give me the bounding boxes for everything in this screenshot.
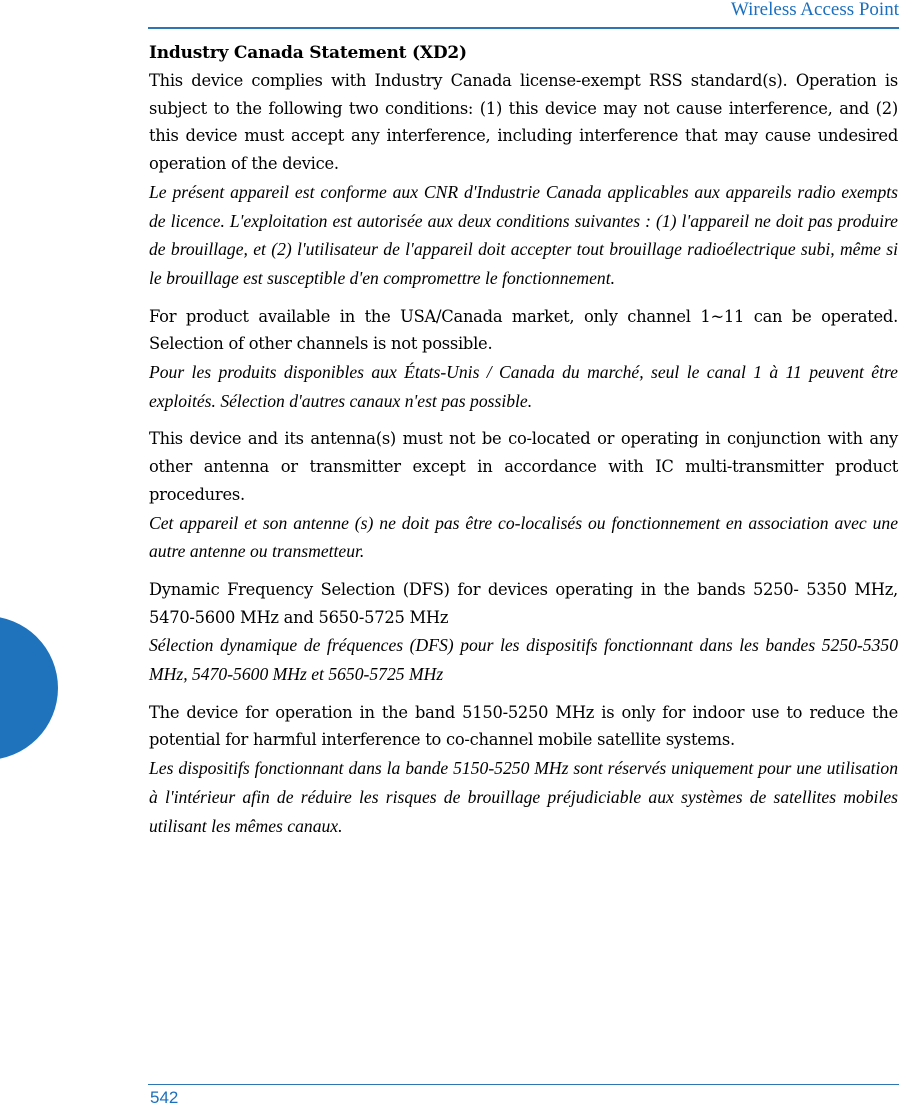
paragraph-fr-4: Sélection dynamique de fréquences (DFS) pour les dispositifs fonctionnant dans les bandes 5250-5350 MHz, 5470-5600 MHz et 5650-5725 MHz <box>149 635 898 685</box>
header-rule <box>148 27 899 29</box>
section-title: Industry Canada Statement (XD2) <box>149 43 467 63</box>
paragraph-en-1: This device complies with Industry Canada license-exempt RSS standard(s). Operation is subject to the following two conditions: (1) this device may not cause interference, and (2) this device must accept any interference, including interference that may cause undesired operation of the device. <box>149 71 898 174</box>
chapter-side-tab <box>0 616 58 760</box>
paragraph-en-3: This device and its antenna(s) must not be co-located or operating in conjunction with any other antenna or transmitter except in accordance with IC multi-transmitter product procedures. <box>149 429 898 504</box>
paragraph-fr-1: Le présent appareil est conforme aux CNR d'Industrie Canada applicables aux appareils radio exempts de licence. L'exploitation est autorisée aux deux conditions suivantes : (1) l'appareil ne doit pas produire de brouillage, et (2) l'utilisateur de l'appareil doit accepter tout brouillage radioélectrique subi, même si le brouillage est susceptible d'en compromettre le fonctionnement. <box>149 181 898 288</box>
page-number: 542 <box>150 1088 179 1107</box>
paragraph-fr-5: Les dispositifs fonctionnant dans la bande 5150-5250 MHz sont réservés uniquement pour une utilisation à l'intérieur afin de réduire les risques de brouillage préjudiciable aux systèmes de satellites mobiles utilisant les mêmes canaux. <box>149 758 898 836</box>
paragraph-fr-2: Pour les produits disponibles aux États-Unis / Canada du marché, seul le canal 1 à 11 peuvent être exploités. Sélection d'autres canaux n'est pas possible. <box>149 362 898 411</box>
header-title: Wireless Access Point <box>730 0 899 20</box>
page-content <box>149 40 898 840</box>
footer-rule <box>148 1084 899 1085</box>
paragraph-en-2: For product available in the USA/Canada market, only channel 1~11 can be operated. Selection of other channels is not possible. <box>149 306 898 354</box>
paragraph-en-4: Dynamic Frequency Selection (DFS) for devices operating in the bands 5250- 5350 MHz, 5470-5600 MHz and 5650-5725 MHz <box>149 579 898 627</box>
paragraph-en-5: The device for operation in the band 5150-5250 MHz is only for indoor use to reduce the potential for harmful interference to co-channel mobile satellite systems. <box>149 702 898 750</box>
paragraph-fr-3: Cet appareil et son antenne (s) ne doit pas être co-localisés ou fonctionnement en association avec une autre antenne ou transmetteur. <box>149 512 898 562</box>
